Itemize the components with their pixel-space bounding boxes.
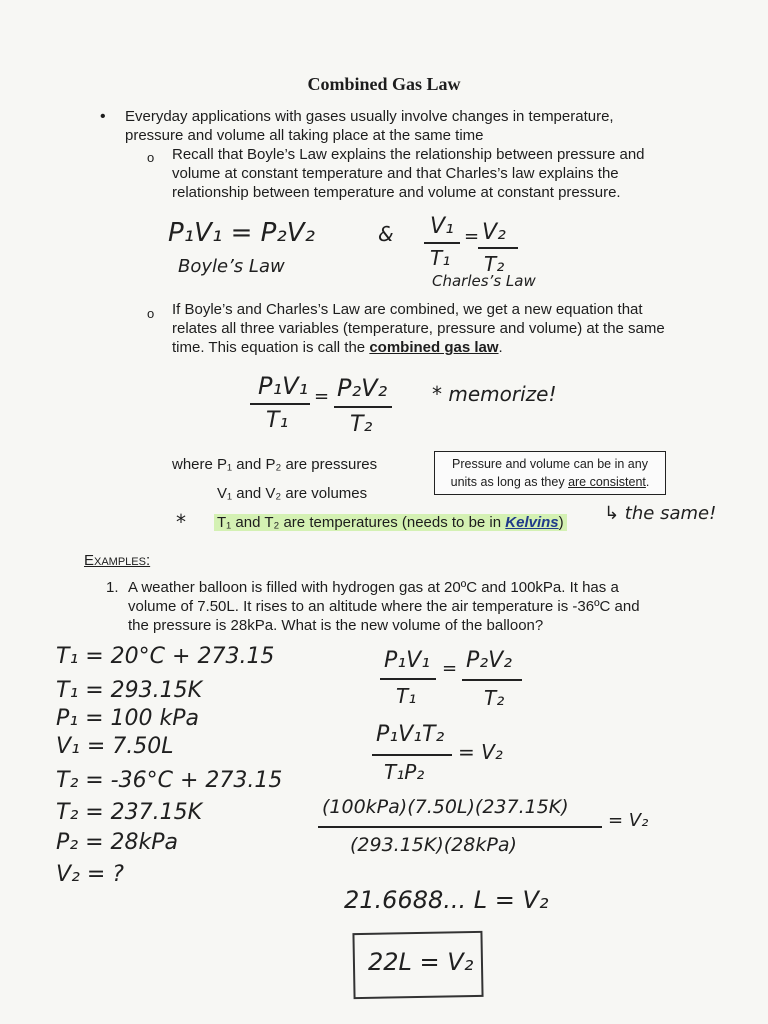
combined-gas-law-term: combined gas law: [369, 339, 499, 356]
star-mark: *: [176, 510, 186, 534]
combined-frac-line-right: [334, 406, 392, 408]
sub-bullet-marker: o: [147, 150, 155, 165]
work-t2-value: T₂ = 237.15K: [56, 800, 203, 825]
work-f2-line: [372, 754, 452, 756]
sub2-line3: [172, 338, 503, 357]
charles-equals: =: [464, 226, 480, 247]
callout-line2-end: .: [645, 475, 650, 489]
boyle-equation: P₁V₁ = P₂V₂: [168, 218, 315, 248]
where-temperatures: [214, 513, 567, 532]
callout-underlined: are consistent: [568, 475, 646, 489]
temperature-text: T₁ and T₂ are temperatures (needs to be in: [217, 514, 506, 531]
work-v1-value: V₁ = 7.50L: [56, 734, 174, 759]
sub-bullet-marker: o: [147, 306, 155, 321]
work-result: 21.6688... L = V₂: [344, 886, 549, 914]
temperature-end: ): [558, 514, 564, 531]
work-f1-num-right: P₂V₂: [466, 648, 512, 673]
memorize-note: * memorize!: [432, 382, 557, 406]
callout-line2-text: units as long as they: [450, 475, 569, 489]
where-pressures: where P₁ and P₂ are pressures: [172, 456, 378, 473]
work-f1-equals: =: [442, 658, 458, 679]
work-t1-eq: T₁ = 20°C + 273.15: [56, 644, 275, 669]
example1-line3: the pressure is 28kPa. What is the new volume of the balloon?: [128, 617, 544, 634]
example-number: 1.: [106, 579, 119, 596]
charles-den-right: T₂: [484, 252, 505, 276]
bullet-dot: •: [100, 108, 106, 125]
work-f2-den: T₁P₂: [384, 760, 425, 784]
work-f1-den-right: T₂: [484, 686, 505, 710]
work-f3-line: [318, 826, 602, 828]
charles-num-right: V₂: [482, 220, 506, 245]
combined-num-right: P₂V₂: [337, 374, 388, 402]
sub1-line3: relationship between temperature and volume at constant pressure.: [172, 184, 621, 201]
work-f3-den: (293.15K)(28kPa): [350, 834, 517, 856]
callout-line1: Pressure and volume can be in any: [452, 457, 648, 471]
final-answer: 22L = V₂: [368, 948, 474, 976]
sub2-line2: relates all three variables (temperature, pressure and volume) at the same: [172, 320, 665, 337]
sub2-line1: If Boyle’s and Charles’s Law are combined, we get a new equation that: [172, 301, 643, 318]
bullet1-line1: Everyday applications with gases usually involve changes in temperature,: [125, 108, 614, 125]
combined-frac-line-left: [250, 403, 310, 405]
examples-heading: Examples:: [84, 552, 151, 569]
consistency-callout: [434, 451, 666, 495]
where-volumes: V₁ and V₂ are volumes: [217, 485, 368, 502]
work-p1-value: P₁ = 100 kPa: [56, 706, 199, 731]
kelvins-term: Kelvins: [505, 514, 559, 531]
work-f3-num: (100kPa)(7.50L)(237.15K): [322, 796, 569, 818]
combined-num-left: P₁V₁: [258, 372, 309, 400]
work-f2-equals: = V₂: [458, 740, 503, 764]
work-t2-eq: T₂ = -36°C + 273.15: [56, 768, 283, 793]
the-same-note: ↳ the same!: [604, 503, 717, 524]
charles-frac-line-left: [424, 242, 460, 244]
example1-line1: A weather balloon is filled with hydrogen gas at 20ºC and 100kPa. It has a: [128, 579, 619, 596]
work-f1-line-left: [380, 678, 436, 680]
temperature-highlight: [214, 514, 567, 531]
sub1-line1: Recall that Boyle’s Law explains the relationship between pressure and: [172, 146, 645, 163]
charles-den-left: T₁: [430, 246, 451, 270]
combined-den-left: T₁: [266, 408, 289, 433]
work-f1-den-left: T₁: [396, 684, 417, 708]
work-t1-value: T₁ = 293.15K: [56, 678, 203, 703]
callout-line2: [435, 473, 665, 491]
example1-line2: volume of 7.50L. It rises to an altitude where the air temperature is -36ºC and: [128, 598, 640, 615]
work-v2-unknown: V₂ = ?: [56, 862, 124, 887]
charles-frac-line-right: [478, 247, 518, 249]
bullet1-line2: pressure and volume all taking place at the same time: [125, 127, 484, 144]
sub2-line3-text: time. This equation is call the: [172, 339, 370, 356]
work-f2-num: P₁V₁T₂: [376, 722, 445, 747]
work-f1-num-left: P₁V₁: [384, 648, 430, 673]
page-title: Combined Gas Law: [307, 74, 461, 94]
combined-equals: =: [314, 386, 330, 407]
sub1-line2: volume at constant temperature and that Charles’s law explains the: [172, 165, 619, 182]
ampersand: &: [378, 222, 394, 246]
boyle-label: Boyle’s Law: [178, 256, 285, 277]
combined-den-right: T₂: [350, 412, 373, 437]
work-f3-equals: = V₂: [608, 810, 649, 831]
work-f1-line-right: [462, 679, 522, 681]
charles-num-left: V₁: [430, 214, 454, 239]
charles-label: Charles’s Law: [432, 272, 536, 290]
sub2-line3-end: .: [498, 339, 503, 356]
work-p2-value: P₂ = 28kPa: [56, 830, 178, 855]
